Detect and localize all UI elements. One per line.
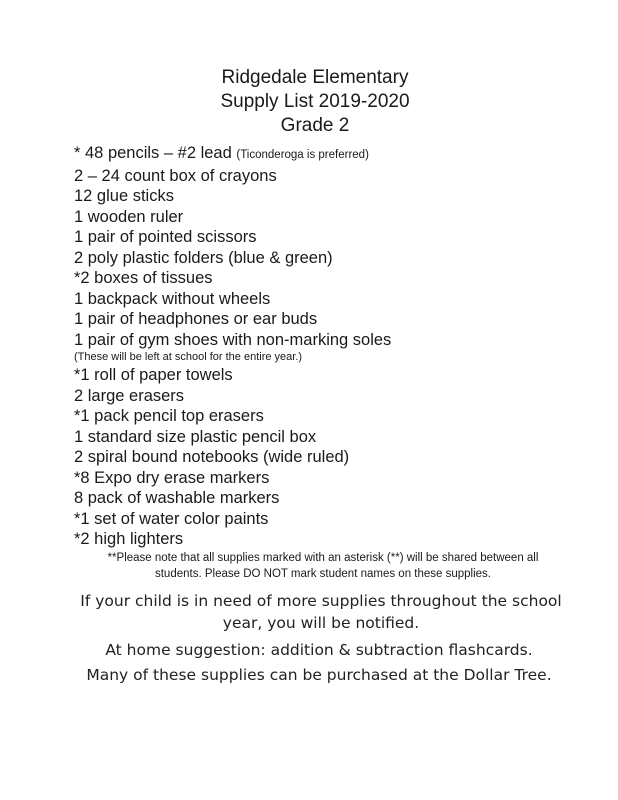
asterisk-disclaimer xyxy=(0,550,618,582)
supply-list xyxy=(74,143,594,550)
supply-item: *1 roll of paper towels xyxy=(74,366,233,384)
supply-item: 1 pair of gym shoes with non-marking soles xyxy=(74,330,392,349)
disclaimer-line: **Please note that all supplies marked with an asterisk (**) will be shared between all xyxy=(107,552,539,564)
supply-item: 2 large erasers xyxy=(74,386,185,405)
school-name: Ridgedale Elementary xyxy=(221,67,409,88)
supply-item: 1 standard size plastic pencil box xyxy=(74,427,317,446)
supply-item: 2 poly plastic folders (blue & green) xyxy=(74,248,333,267)
supply-item-text: * 48 pencils – #2 lead xyxy=(74,144,232,162)
notification-line: If your child is in need of more supplies throughout the school xyxy=(80,592,562,610)
supply-item-note: (Ticonderoga is preferred) xyxy=(236,149,369,161)
home-suggestion: At home suggestion: addition & subtraction flashcards. xyxy=(105,641,533,659)
grade-label: Grade 2 xyxy=(280,115,350,136)
supply-item: 1 pair of headphones or ear buds xyxy=(74,310,318,328)
supply-item: *1 set of water color paints xyxy=(74,509,269,528)
closing-notes xyxy=(0,638,618,688)
dollar-tree-note: Many of these supplies can be purchased at the Dollar Tree. xyxy=(86,666,552,684)
supply-item xyxy=(74,143,594,166)
notification-message xyxy=(0,590,618,634)
supply-item: 2 – 24 count box of crayons xyxy=(74,166,277,185)
notification-line: year, you will be notified. xyxy=(222,614,420,632)
supply-item: 12 glue sticks xyxy=(74,187,174,205)
supply-item: 8 pack of washable markers xyxy=(74,489,280,507)
supply-item: *2 boxes of tissues xyxy=(74,269,213,287)
list-title: Supply List 2019-2020 xyxy=(220,91,410,112)
supply-item: 1 wooden ruler xyxy=(74,207,184,226)
supply-item: *2 high lighters xyxy=(74,530,184,548)
supply-item: 1 pair of pointed scissors xyxy=(74,228,257,246)
supply-item: 2 spiral bound notebooks (wide ruled) xyxy=(74,448,350,466)
supply-item: *8 Expo dry erase markers xyxy=(74,468,270,487)
gym-shoes-note: (These will be left at school for the entire year.) xyxy=(74,351,303,363)
disclaimer-line: students. Please DO NOT mark student names on these supplies. xyxy=(154,568,491,580)
supply-item: *1 pack pencil top erasers xyxy=(74,407,264,425)
document-header xyxy=(0,66,618,138)
supply-item: 1 backpack without wheels xyxy=(74,289,271,308)
